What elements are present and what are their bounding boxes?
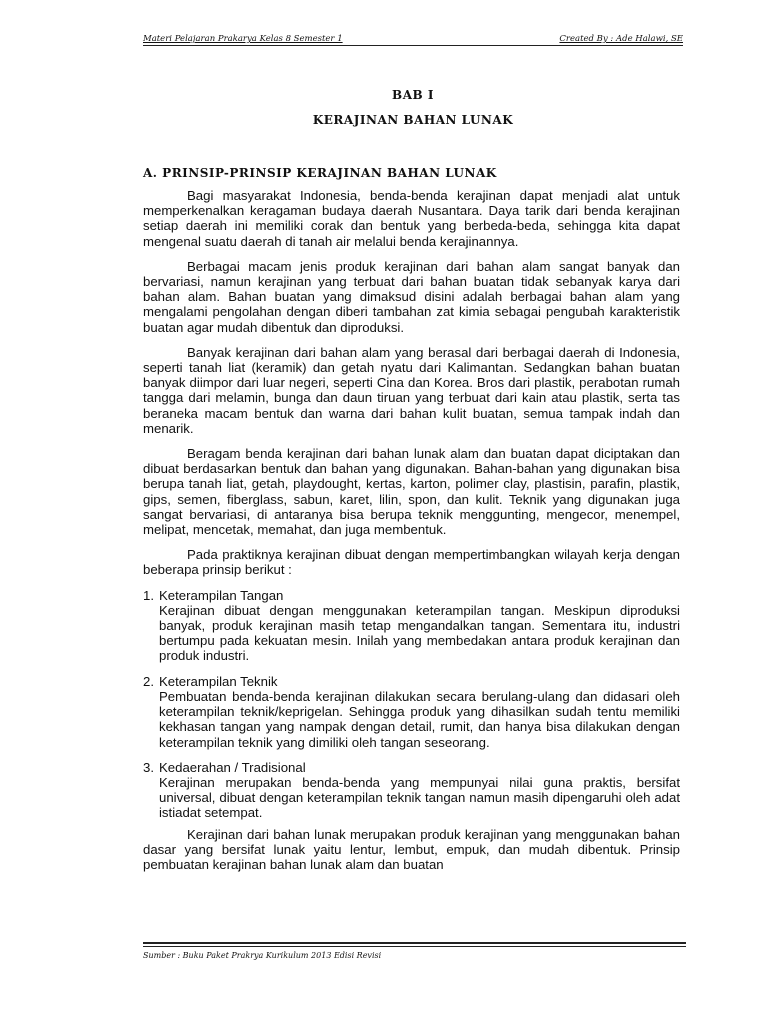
closing-paragraph: Kerajinan dari bahan lunak merupakan produk kerajinan yang menggunakan bahan dasar yang bersifat lunak yaitu lentur, lembut, empuk, dan mudah dibentuk. Prinsip pembuatan kerajinan bahan lunak alam dan buatan xyxy=(143,826,680,872)
paragraph: Berbagai macam jenis produk kerajinan dari bahan alam sangat banyak dan bervariasi, namun kerajinan yang terbuat dari bahan buatan tidak sebanyak karya dari bahan alam. Bahan buatan yang dimaksud disini adalah berbagai bahan alam yang mengalami pengolahan dengan diberi tambahan zat kimia sebagai pengubah karakteristik buatan agar mudah dibentuk dan diproduksi. xyxy=(143,258,680,335)
list-item-title: Kedaerahan / Tradisional xyxy=(159,759,306,775)
list-item-body: Pembuatan benda-benda kerajinan dilakukan secara berulang-ulang dan didasari oleh keterampilan teknik/keprigelan. Sehingga produk yang dihasilkan sudah tentu memiliki kekhasan tangan yang nampak dengan detail, rumit, dan hanya bisa dilakukan dengan keterampilan teknik yang dimiliki oleh tangan seseorang. xyxy=(159,688,680,750)
footer-rule-thick xyxy=(143,942,686,944)
section-title: A. PRINSIP-PRINSIP KERAJINAN BAHAN LUNAK xyxy=(143,166,497,180)
list-item-title: Keterampilan Tangan xyxy=(159,587,284,603)
list-item xyxy=(143,674,680,750)
list-item xyxy=(143,760,680,821)
list-item-body: Kerajinan dibuat dengan menggunakan keterampilan tangan. Meskipun diproduksi banyak, produk kerajinan masih tetap mengandalkan tangan. Sementara itu, industri bertumpu pada kekuatan mesin. Inilah yang membedakan antara produk kerajinan dan produk industri. xyxy=(159,602,680,664)
list-item-title: Keterampilan Teknik xyxy=(159,673,278,689)
header-right: Created By : Ade Halawi, SE xyxy=(559,34,683,44)
list-number: 3. xyxy=(143,759,154,775)
list-number: 2. xyxy=(143,673,154,689)
paragraph: Bagi masyarakat Indonesia, benda-benda kerajinan dapat menjadi alat untuk memperkenalkan keragaman budaya daerah Nusantara. Daya tarik dari benda kerajinan setiap daerah ini memiliki corak dan bentuk yang berbeda-beda, sehingga kita dapat mengenal suatu daerah di tanah air melalui benda kerajinannya. xyxy=(143,188,680,249)
page-footer: Sumber : Buku Paket Prakrya Kurikulum 2013 Edisi Revisi xyxy=(143,951,382,960)
list-number: 1. xyxy=(143,587,154,603)
chapter-title: KERAJINAN BAHAN LUNAK xyxy=(312,113,514,127)
list-item-body: Kerajinan merupakan benda-benda yang mempunyai nilai guna praktis, bersifat universal, dibuat dengan keterampilan teknik tangan namun masih dipengaruhi oleh adat istiadat setempat. xyxy=(159,774,680,821)
header-rule xyxy=(143,45,683,46)
header-left: Materi Pelajaran Prakarya Kelas 8 Semester 1 xyxy=(143,34,343,44)
footer-rule-thin xyxy=(143,946,686,947)
paragraph: Banyak kerajinan dari bahan alam yang berasal dari berbagai daerah di Indonesia, seperti tanah liat (keramik) dan getah nyatu dari Kalimantan. Sedangkan bahan buatan banyak diimpor dari luar negeri, seperti Cina dan Korea. Bros dari plastik, perabotan rumah tangga dari melamin, bunga dan daun tiruan yang terbuat dari kain atau plastik, serta tas beraneka macam bentuk dan warna dari bahan kulit buatan, semua tampak indah dan menarik. xyxy=(143,344,680,436)
body-text xyxy=(143,188,680,882)
paragraph: Pada praktiknya kerajinan dibuat dengan mempertimbangkan wilayah kerja dengan beberapa prinsip berikut : xyxy=(143,547,680,578)
chapter-label: BAB I xyxy=(392,88,434,102)
paragraph: Beragam benda kerajinan dari bahan lunak alam dan buatan dapat diciptakan dan dibuat berdasarkan bentuk dan bahan yang digunakan. Bahan-bahan yang digunakan bisa berupa tanah liat, getah, playdought, kertas, karton, polimer clay, plastisin, parafin, plastik, gips, semen, fiberglass, sabun, karet, lilin, spon, dan kulit. Teknik yang digunakan juga sangat bervariasi, di antaranya bisa berupa teknik menggunting, mengecor, menempel, melipat, mencetak, memahat, dan juga membentuk. xyxy=(143,446,680,538)
list-item xyxy=(143,588,680,664)
